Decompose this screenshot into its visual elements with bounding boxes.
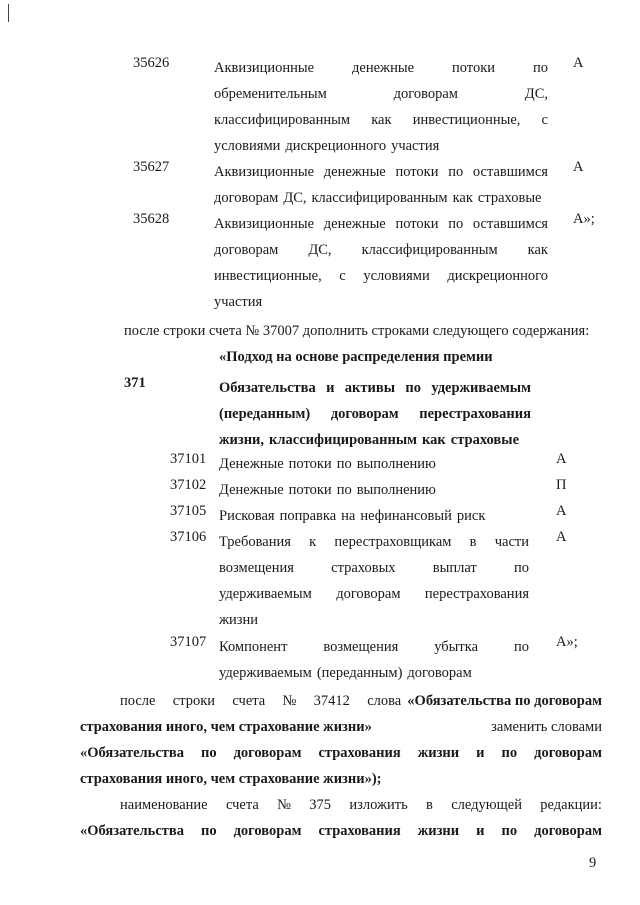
account-code: 37101 xyxy=(170,451,207,467)
word: Рисковая xyxy=(219,508,275,524)
word: перестраховщикам xyxy=(334,534,452,550)
word: Денежные xyxy=(219,456,284,472)
word: выполнению xyxy=(356,482,436,498)
account-code: 37106 xyxy=(170,529,207,545)
word: классифицированным xyxy=(269,432,418,448)
description-line xyxy=(214,133,548,159)
description-line xyxy=(219,581,529,607)
word: № xyxy=(277,797,291,813)
word: убытка xyxy=(434,639,479,655)
word: по xyxy=(336,482,352,498)
word: в xyxy=(426,797,433,813)
word: классифицированным xyxy=(311,190,448,206)
description-line xyxy=(214,159,548,185)
description-line xyxy=(214,263,548,289)
account-sign: П xyxy=(556,477,567,493)
word: возмещения xyxy=(323,639,399,655)
word: условиями xyxy=(363,268,430,284)
word: оставшимся xyxy=(472,216,548,232)
word: после xyxy=(120,693,156,709)
description-line xyxy=(219,634,529,660)
account-sign: А xyxy=(573,159,584,175)
word: редакции: xyxy=(540,797,602,813)
word: ДС, xyxy=(283,190,307,206)
word: страхования xyxy=(318,823,401,839)
word: договорам xyxy=(534,823,602,839)
word: слова xyxy=(367,693,402,709)
word: денежные xyxy=(323,164,386,180)
word: следующей xyxy=(451,797,522,813)
word: перестрахования xyxy=(419,406,531,422)
word: на xyxy=(341,508,356,524)
paragraph-1-line xyxy=(80,740,602,766)
word: условиями xyxy=(214,138,281,154)
word: по xyxy=(200,823,217,839)
paragraph-1 xyxy=(80,688,602,792)
word: договорам xyxy=(233,745,302,761)
word: с xyxy=(339,268,346,284)
word: удерживаемым xyxy=(219,665,312,681)
word: Аквизиционные xyxy=(214,216,315,232)
account-description xyxy=(219,477,529,503)
word: по xyxy=(501,823,518,839)
word: активы xyxy=(344,380,396,396)
word: как xyxy=(527,242,548,258)
word: с xyxy=(541,112,548,128)
margin-mark xyxy=(8,4,9,22)
description-line xyxy=(219,477,529,503)
word: и xyxy=(326,380,335,396)
word: страховые xyxy=(477,190,542,206)
word: по xyxy=(405,380,421,396)
word: удерживаемым xyxy=(219,586,312,602)
word: по xyxy=(200,745,217,761)
account-sign: А»; xyxy=(556,634,578,650)
word: страхования xyxy=(318,745,401,761)
description-line xyxy=(214,81,548,107)
word: (переданным) xyxy=(219,406,311,422)
word: удерживаемым xyxy=(431,380,531,396)
word: «Обязательства xyxy=(80,823,184,839)
word: строки xyxy=(172,693,216,709)
paragraph-2 xyxy=(80,792,602,844)
word: выплат xyxy=(432,560,477,576)
word: потоки xyxy=(288,482,332,498)
description-line xyxy=(214,237,548,263)
description-line xyxy=(219,660,529,686)
description-line xyxy=(219,451,529,477)
description-line xyxy=(214,185,548,211)
account-description xyxy=(214,55,548,159)
group-code: 371 xyxy=(124,375,146,391)
description-line xyxy=(214,107,548,133)
word: оставшимся xyxy=(472,164,548,180)
word: в xyxy=(469,534,477,550)
paragraph-1-bold: страхования иного, чем страхование жизни»); xyxy=(80,771,382,787)
paragraph-1-line xyxy=(80,714,602,740)
word: по xyxy=(336,456,352,472)
intro-text: после строки счета № 37007 дополнить строками следующего содержания: xyxy=(124,323,590,339)
word: Обязательства xyxy=(219,380,316,396)
account-sign: А xyxy=(556,529,567,545)
account-code: 35628 xyxy=(133,211,170,227)
account-description xyxy=(219,451,529,477)
word: № xyxy=(282,693,297,709)
account-description xyxy=(219,634,529,686)
word: обременительным xyxy=(214,86,327,102)
word: инвестиционные, xyxy=(214,268,322,284)
word: договорам xyxy=(393,86,458,102)
word: 375 xyxy=(309,797,332,813)
account-code: 37105 xyxy=(170,503,207,519)
word: счета xyxy=(232,693,266,709)
word: как xyxy=(452,190,473,206)
word: поправка xyxy=(279,508,337,524)
word: по xyxy=(448,216,464,232)
paragraph-1-line xyxy=(80,688,602,714)
paragraph-1-bold: «Обязательства по договорам xyxy=(407,693,602,709)
description-line xyxy=(219,503,529,529)
word: ДС, xyxy=(308,242,332,258)
paragraph-1-text xyxy=(120,688,401,714)
account-code: 35626 xyxy=(133,55,170,71)
word: наименование xyxy=(120,797,208,813)
word: как xyxy=(371,112,392,128)
word: и xyxy=(476,823,485,839)
word: и xyxy=(476,745,485,761)
word: денежные xyxy=(352,60,415,76)
word: договорам xyxy=(336,586,401,602)
account-description xyxy=(214,159,548,211)
word: потоки xyxy=(395,216,439,232)
account-description xyxy=(219,503,529,529)
word: перестрахования xyxy=(424,586,529,602)
word: страховые xyxy=(450,432,520,448)
paragraph-1-text: заменить словами xyxy=(491,719,602,735)
paragraph-1-line xyxy=(80,766,602,792)
description-line xyxy=(214,289,548,315)
word: инвестиционные, xyxy=(412,112,521,128)
word: договорам xyxy=(330,406,399,422)
word: возмещения xyxy=(219,560,294,576)
word: к xyxy=(309,534,317,550)
word: по xyxy=(513,639,529,655)
word: части xyxy=(494,534,529,550)
word: дискреционного xyxy=(447,268,548,284)
account-code: 37102 xyxy=(170,477,207,493)
account-sign: А xyxy=(556,451,567,467)
account-sign: А xyxy=(556,503,567,519)
word: Требования xyxy=(219,534,291,550)
word: изложить xyxy=(349,797,408,813)
account-code: 37107 xyxy=(170,634,207,650)
page-number: 9 xyxy=(589,855,597,871)
word: нефинансовый xyxy=(360,508,452,524)
word: по xyxy=(448,164,464,180)
word: потоки xyxy=(288,456,332,472)
word: договорам xyxy=(407,665,472,681)
description-line xyxy=(219,375,531,401)
description-line xyxy=(219,555,529,581)
word: по xyxy=(513,560,529,576)
description-line xyxy=(214,211,548,237)
paragraph-1-bold: страхования иного, чем страхование жизни» xyxy=(80,719,372,735)
word: (переданным) xyxy=(316,665,403,681)
word: жизни xyxy=(417,823,460,839)
word: Денежные xyxy=(219,482,284,498)
word: 37412 xyxy=(313,693,350,709)
account-sign: А xyxy=(573,55,584,71)
word: классифицированным xyxy=(214,112,351,128)
paragraph-2-line xyxy=(80,792,602,818)
word: потоки xyxy=(395,164,439,180)
group-description xyxy=(219,375,531,453)
word: по xyxy=(501,745,518,761)
word: дискреционного xyxy=(285,138,387,154)
word: Аквизиционные xyxy=(214,164,315,180)
word: выполнению xyxy=(356,456,436,472)
word: договорам xyxy=(233,823,302,839)
description-line xyxy=(219,607,529,633)
description-line xyxy=(219,401,531,427)
word: договорам xyxy=(214,190,279,206)
word: потоки xyxy=(451,60,496,76)
word: жизни, xyxy=(219,432,265,448)
word: «Обязательства xyxy=(80,745,184,761)
word: денежные xyxy=(323,216,386,232)
word: договорам xyxy=(214,242,279,258)
account-description xyxy=(219,529,529,633)
word: по xyxy=(532,60,548,76)
word: классифицированным xyxy=(361,242,498,258)
word: жизни xyxy=(417,745,460,761)
word: участия xyxy=(214,294,263,310)
account-description xyxy=(214,211,548,315)
word: риск xyxy=(456,508,486,524)
word: страховых xyxy=(331,560,396,576)
word: договорам xyxy=(534,745,602,761)
description-line xyxy=(219,529,529,555)
description-line xyxy=(219,427,531,453)
word: жизни xyxy=(219,612,259,628)
word: как xyxy=(422,432,446,448)
word: ДС, xyxy=(524,86,548,102)
word: Компонент xyxy=(219,639,288,655)
word: счета xyxy=(225,797,259,813)
account-sign: А»; xyxy=(573,211,595,227)
description-line xyxy=(214,55,548,81)
section-heading: «Подход на основе распределения премии xyxy=(219,349,493,365)
word: Аквизиционные xyxy=(214,60,315,76)
account-code: 35627 xyxy=(133,159,170,175)
word: участия xyxy=(391,138,440,154)
paragraph-2-line xyxy=(80,818,602,844)
